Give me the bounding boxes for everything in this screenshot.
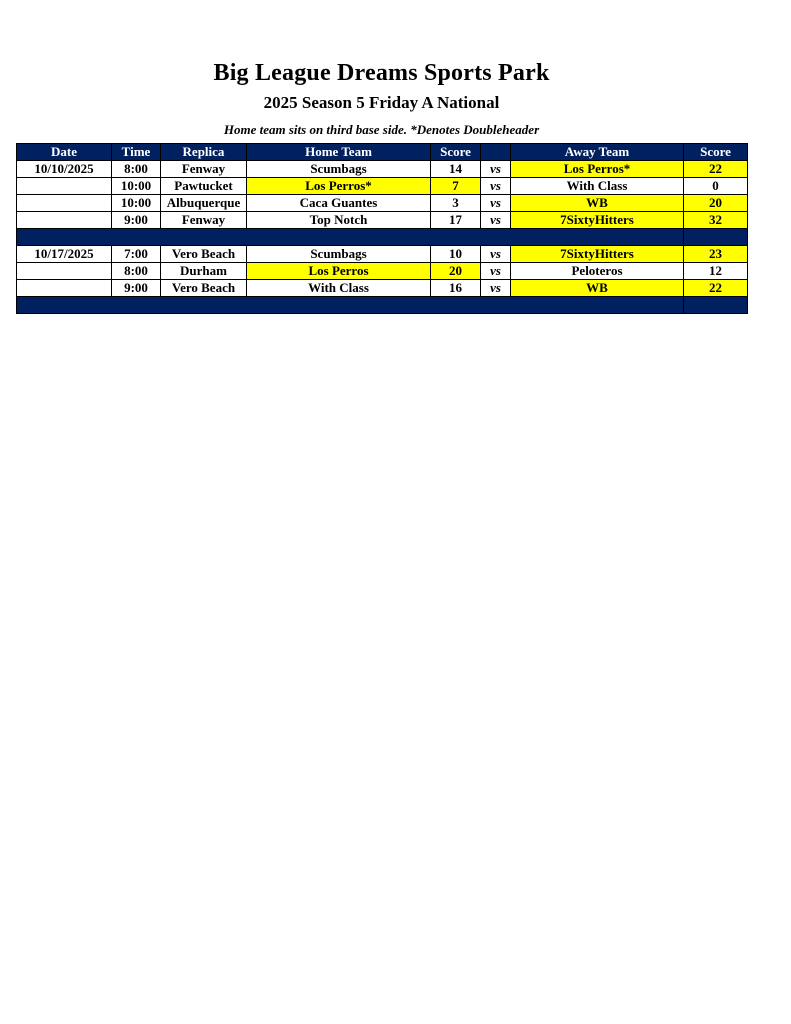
vs-cell: vs — [481, 178, 511, 195]
separator-fill — [17, 229, 684, 246]
date-cell: 10/17/2025 — [17, 246, 112, 263]
date-cell — [17, 212, 112, 229]
game-row — [17, 263, 748, 280]
replica-cell: Vero Beach — [161, 246, 247, 263]
replica-cell: Vero Beach — [161, 280, 247, 297]
vs-cell: vs — [481, 195, 511, 212]
header-cell-away-team: Away Team — [511, 144, 684, 161]
home-team-cell: Scumbags — [247, 161, 431, 178]
time-cell: 9:00 — [112, 280, 161, 297]
away-team-cell: Peloteros — [511, 263, 684, 280]
game-row — [17, 280, 748, 297]
header-cell-vs — [481, 144, 511, 161]
header-cell-home-score: Score — [431, 144, 481, 161]
vs-cell: vs — [481, 263, 511, 280]
page-subtitle: 2025 Season 5 Friday A National — [263, 93, 500, 112]
away-team-cell: 7SixtyHitters — [511, 246, 684, 263]
away-team-cell: WB — [511, 280, 684, 297]
game-row — [17, 161, 748, 178]
time-cell: 8:00 — [112, 263, 161, 280]
home-score-cell: 7 — [431, 178, 481, 195]
date-cell: 10/10/2025 — [17, 161, 112, 178]
away-team-cell: Los Perros* — [511, 161, 684, 178]
away-team-cell: With Class — [511, 178, 684, 195]
separator-fill — [684, 297, 748, 314]
home-team-cell: Scumbags — [247, 246, 431, 263]
vs-cell: vs — [481, 280, 511, 297]
home-team-cell: With Class — [247, 280, 431, 297]
separator-row — [17, 229, 748, 246]
home-team-cell: Top Notch — [247, 212, 431, 229]
header-row — [17, 144, 748, 161]
replica-cell: Albuquerque — [161, 195, 247, 212]
time-cell: 7:00 — [112, 246, 161, 263]
away-score-cell: 12 — [684, 263, 748, 280]
game-row — [17, 246, 748, 263]
home-team-cell: Caca Guantes — [247, 195, 431, 212]
time-cell: 10:00 — [112, 178, 161, 195]
home-score-cell: 16 — [431, 280, 481, 297]
home-team-cell: Los Perros — [247, 263, 431, 280]
home-score-cell: 14 — [431, 161, 481, 178]
separator-row — [17, 297, 748, 314]
home-score-cell: 10 — [431, 246, 481, 263]
away-score-cell: 0 — [684, 178, 748, 195]
vs-cell: vs — [481, 246, 511, 263]
away-team-cell: WB — [511, 195, 684, 212]
date-cell — [17, 263, 112, 280]
header-cell-replica: Replica — [161, 144, 247, 161]
vs-cell: vs — [481, 161, 511, 178]
date-cell — [17, 195, 112, 212]
home-score-cell: 20 — [431, 263, 481, 280]
game-row — [17, 195, 748, 212]
header-cell-date: Date — [17, 144, 112, 161]
home-score-cell: 3 — [431, 195, 481, 212]
replica-cell: Pawtucket — [161, 178, 247, 195]
away-score-cell: 22 — [684, 280, 748, 297]
date-cell — [17, 280, 112, 297]
away-score-cell: 23 — [684, 246, 748, 263]
page-title: Big League Dreams Sports Park — [213, 60, 550, 86]
header-cell-home-team: Home Team — [247, 144, 431, 161]
replica-cell: Durham — [161, 263, 247, 280]
schedule-table — [16, 143, 748, 314]
time-cell: 10:00 — [112, 195, 161, 212]
header-cell-time: Time — [112, 144, 161, 161]
schedule-document — [16, 0, 747, 314]
replica-cell: Fenway — [161, 161, 247, 178]
replica-cell: Fenway — [161, 212, 247, 229]
separator-fill — [17, 297, 684, 314]
header-cell-away-score: Score — [684, 144, 748, 161]
home-team-cell: Los Perros* — [247, 178, 431, 195]
game-row — [17, 178, 748, 195]
game-row — [17, 212, 748, 229]
time-cell: 8:00 — [112, 161, 161, 178]
away-score-cell: 22 — [684, 161, 748, 178]
home-score-cell: 17 — [431, 212, 481, 229]
date-cell — [17, 178, 112, 195]
away-score-cell: 32 — [684, 212, 748, 229]
page-note: Home team sits on third base side. *Denotes Doubleheader — [223, 122, 540, 137]
away-team-cell: 7SixtyHitters — [511, 212, 684, 229]
away-score-cell: 20 — [684, 195, 748, 212]
vs-cell: vs — [481, 212, 511, 229]
time-cell: 9:00 — [112, 212, 161, 229]
separator-fill — [684, 229, 748, 246]
